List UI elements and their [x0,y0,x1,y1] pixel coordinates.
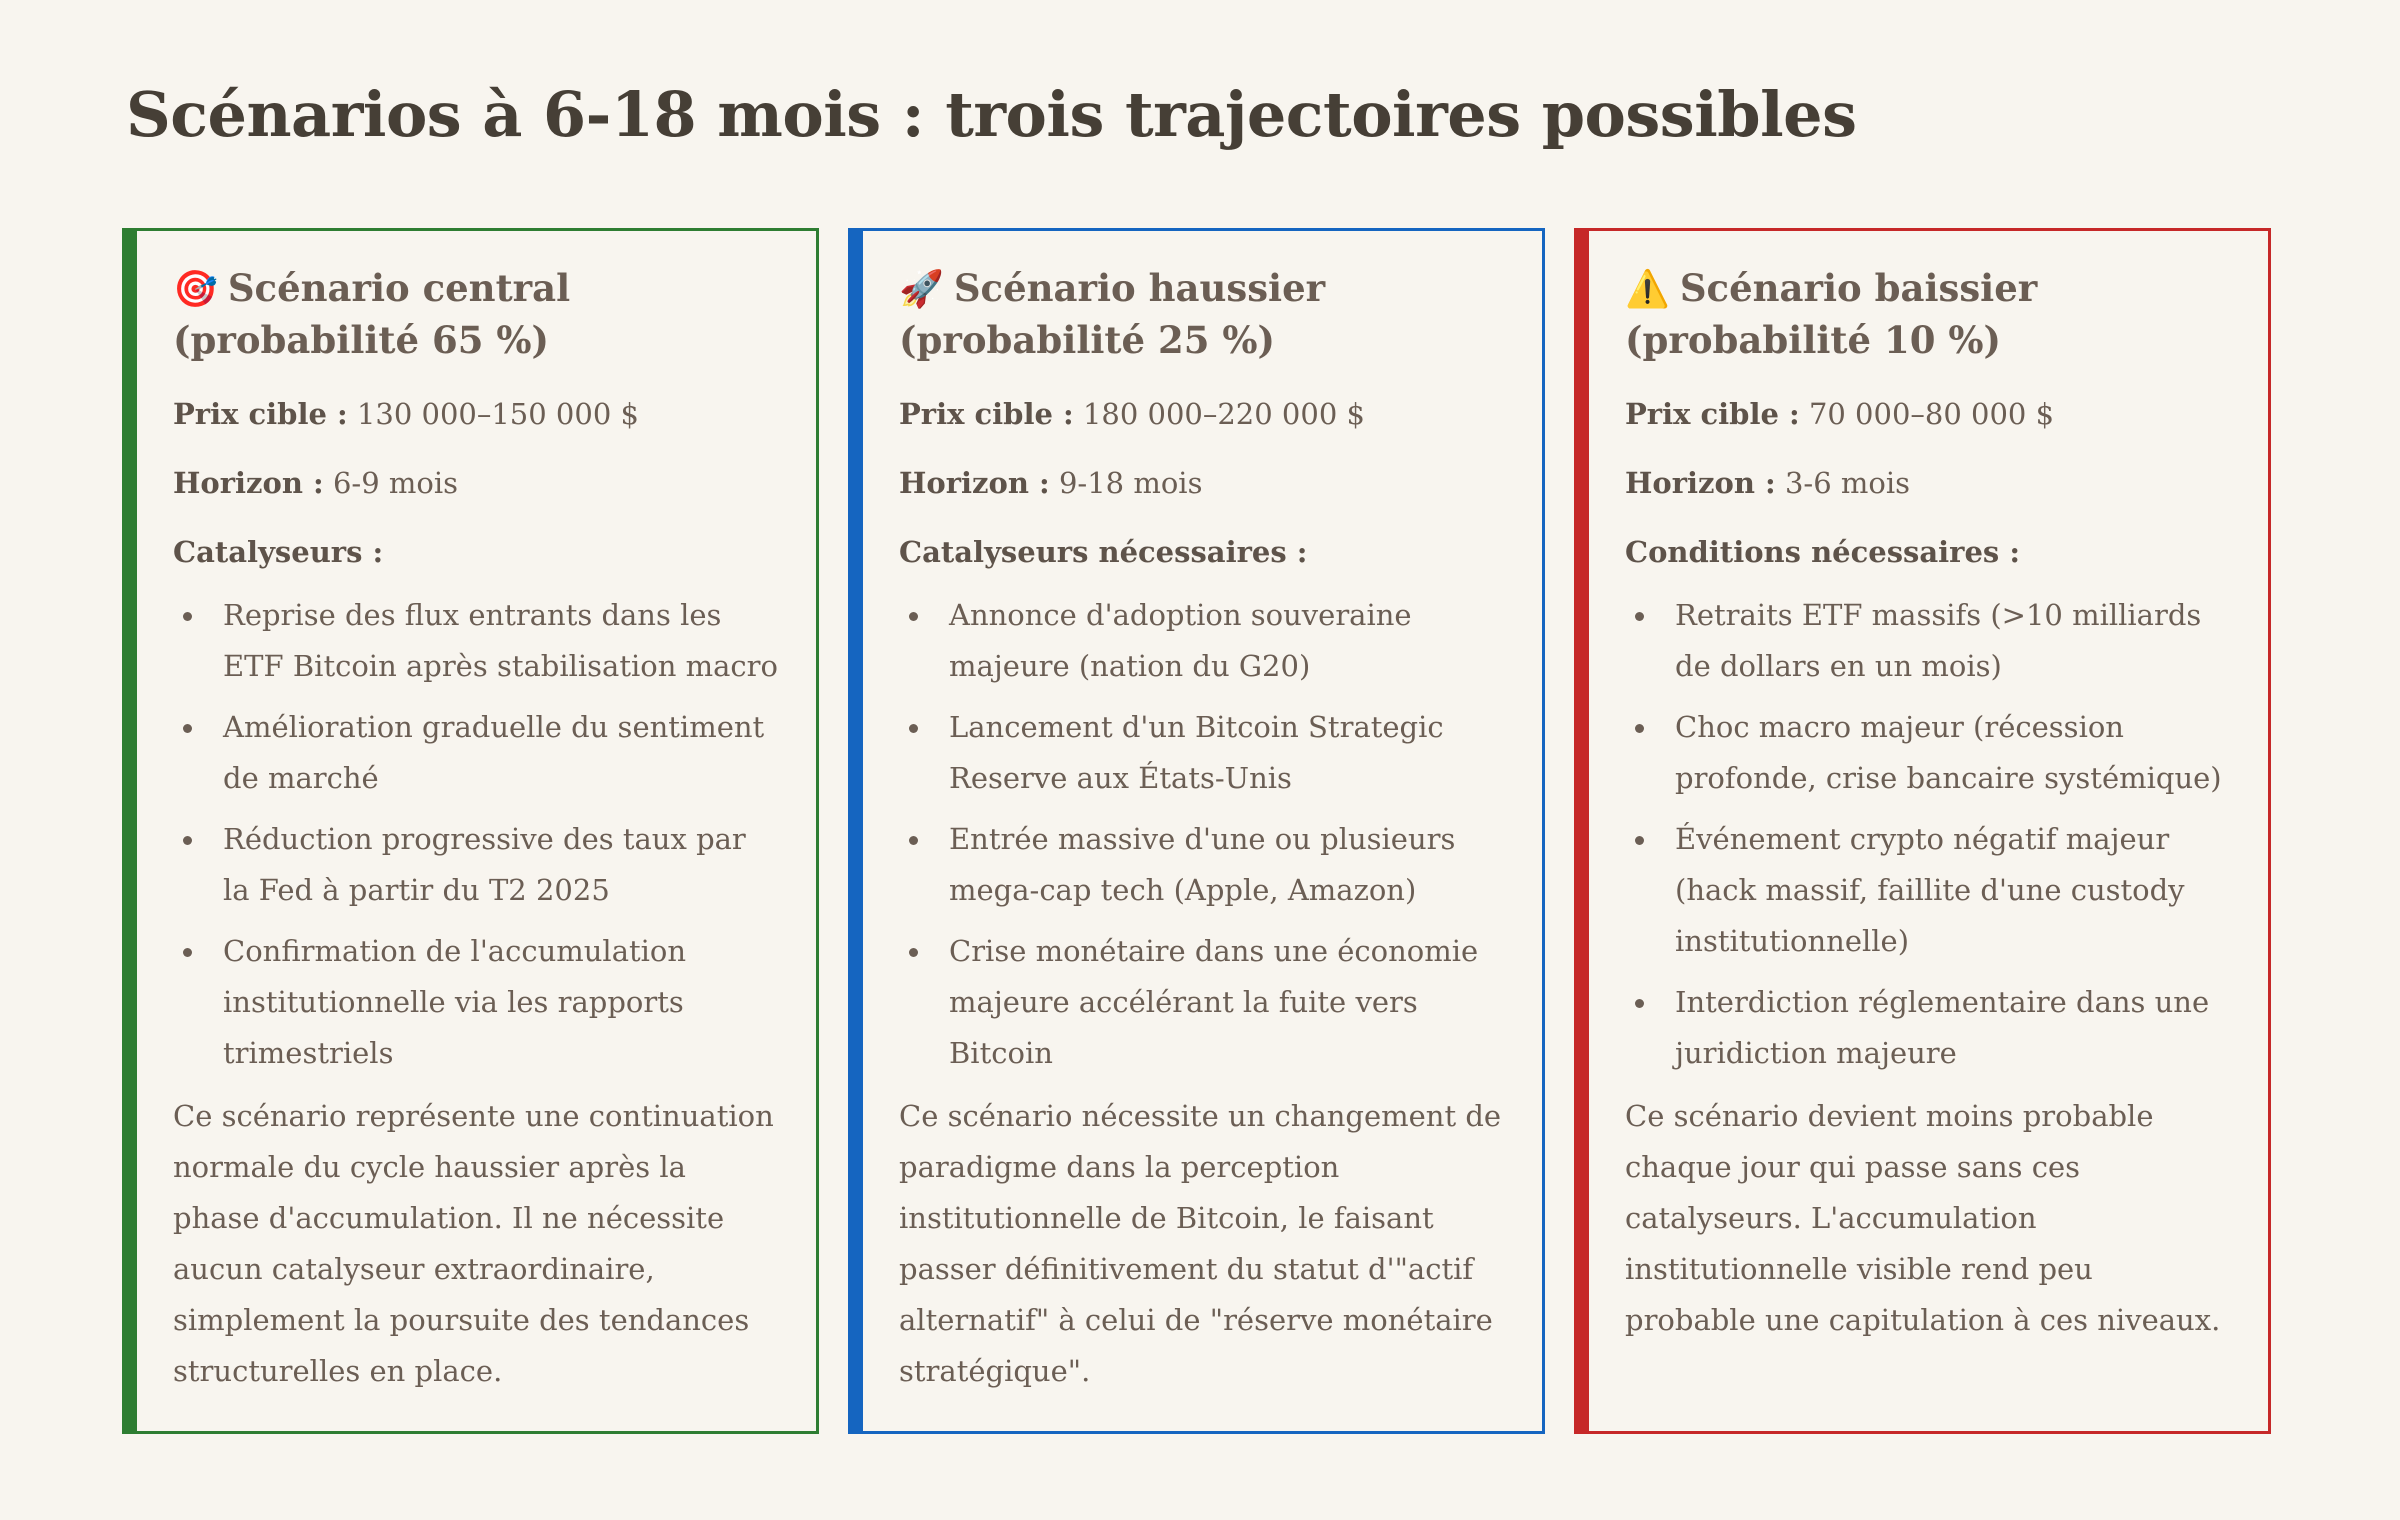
horizon [173,458,780,509]
scenario-card-haussier [848,228,1545,1434]
list-label [899,527,1506,578]
list-item: Crise monétaire dans une économie majeure accélérant la fuite vers Bitcoin [949,926,1506,1079]
conditions-list [1625,590,2232,1079]
catalyst-list [899,590,1506,1079]
list-item: Annonce d'adoption souveraine majeure (nation du G20) [949,590,1506,692]
horizon-label: Horizon : [1625,466,1776,500]
price-label: Prix cible : [1625,397,1800,431]
catalyst-list [173,590,780,1079]
list-label-text: Catalyseurs nécessaires : [899,535,1308,569]
scenario-probability: (probabilité 25 %) [899,318,1275,362]
list-item: Amélioration graduelle du sentiment de marché [223,702,780,804]
list-item: Choc macro majeur (récession profonde, crise bancaire systémique) [1675,702,2232,804]
scenario-card-central [122,228,819,1434]
scenario-summary: Ce scénario devient moins probable chaque jour qui passe sans ces catalyseurs. L'accumulation institutionnelle visible rend peu probable une capitulation à ces niveaux. [1625,1099,2221,1337]
scenario-summary: Ce scénario représente une continuation normale du cycle haussier après la phase d'accumulation. Il ne nécessite aucun catalyseur extraordinaire, simplement la poursuite des tendances structurelles en place. [173,1099,774,1388]
scenario-summary: Ce scénario nécessite un changement de paradigme dans la perception institutionnelle de Bitcoin, le faisant passer définitivement du statut d'"actif alternatif" à celui de "réserve monétaire stratégique". [899,1099,1502,1388]
price-target [1625,389,2232,440]
horizon-value: 6-9 mois [332,466,459,500]
price-label: Prix cible : [173,397,348,431]
scenario-title [1625,263,2232,365]
horizon-value: 9-18 mois [1058,466,1203,500]
list-item: Retraits ETF massifs (>10 milliards de dollars en un mois) [1675,590,2232,692]
list-label-text: Conditions nécessaires : [1625,535,2021,569]
list-label-text: Catalyseurs : [173,535,384,569]
scenario-title-line1: Scénario haussier [953,266,1326,310]
price-target [173,389,780,440]
scenario-title-line1: Scénario central [227,266,571,310]
price-label: Prix cible : [899,397,1074,431]
list-label [173,527,780,578]
horizon [1625,458,2232,509]
target-icon: 🎯 [173,269,218,310]
page-title: Scénarios à 6-18 mois : trois trajectoires possibles [126,78,1857,151]
list-item: Reprise des flux entrants dans les ETF Bitcoin après stabilisation macro [223,590,780,692]
list-item: Entrée massive d'une ou plusieurs mega-cap tech (Apple, Amazon) [949,814,1506,916]
price-value: 70 000–80 000 $ [1808,397,2055,431]
price-target [899,389,1506,440]
scenario-probability: (probabilité 10 %) [1625,318,2001,362]
list-item: Confirmation de l'accumulation institutionnelle via les rapports trimestriels [223,926,780,1079]
list-item: Lancement d'un Bitcoin Strategic Reserve aux États-Unis [949,702,1506,804]
list-item: Réduction progressive des taux par la Fed à partir du T2 2025 [223,814,780,916]
price-value: 180 000–220 000 $ [1082,397,1365,431]
scenario-probability: (probabilité 65 %) [173,318,549,362]
rocket-icon: 🚀 [899,269,944,310]
scenario-cards [122,228,2276,1434]
list-label [1625,527,2232,578]
horizon [899,458,1506,509]
horizon-value: 3-6 mois [1784,466,1911,500]
scenario-card-baissier [1574,228,2271,1434]
horizon-label: Horizon : [173,466,324,500]
warning-icon: ⚠️ [1625,269,1670,310]
scenario-title [899,263,1506,365]
scenario-title-line1: Scénario baissier [1679,266,2038,310]
horizon-label: Horizon : [899,466,1050,500]
scenario-title [173,263,780,365]
list-item: Interdiction réglementaire dans une juridiction majeure [1675,977,2232,1079]
price-value: 130 000–150 000 $ [356,397,639,431]
list-item: Événement crypto négatif majeur (hack massif, faillite d'une custody institutionnelle) [1675,814,2232,967]
